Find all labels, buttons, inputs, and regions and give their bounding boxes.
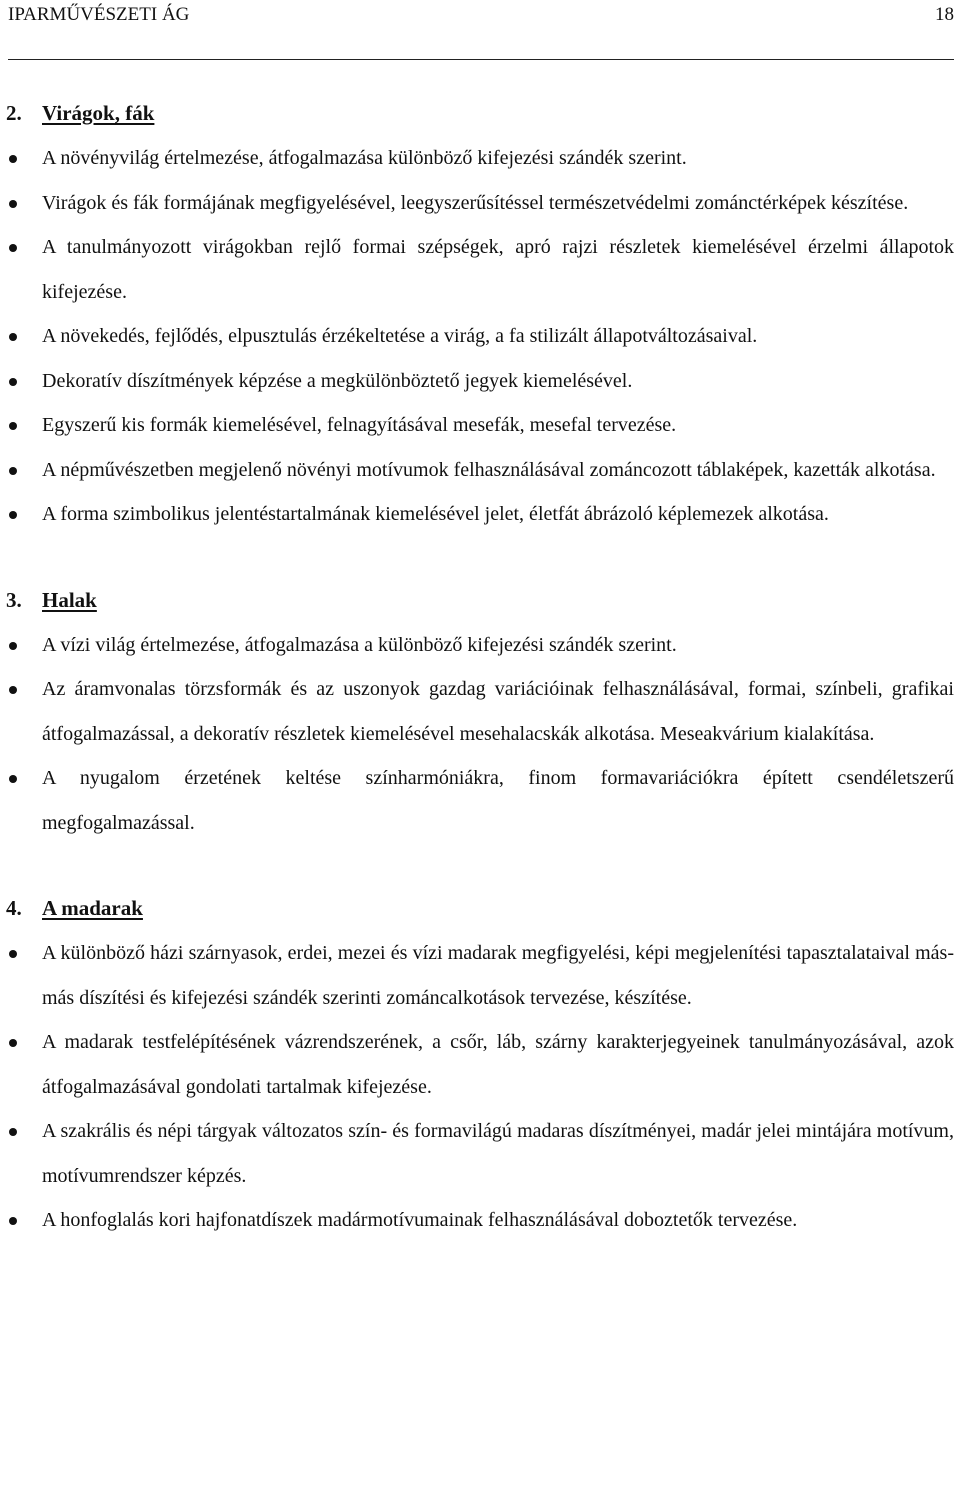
list-item [0,359,960,404]
list-item-text: Virágok és fák formájának megfigyelésével, leegyszerűsítéssel természetvédelmi zománctérképek készítése. [42,191,909,214]
bullet-icon [9,1039,17,1047]
list-item-text: A honfoglalás kori hajfonatdíszek madármotívumainak felhasználásával doboztetők tervezése. [42,1209,798,1231]
section-heading [0,885,960,931]
list-item-text: Dekoratív díszítmények képzése a megkülönböztető jegyek kiemelésével. [42,369,633,392]
bullet-icon [9,333,17,341]
list-item [0,667,960,756]
list-item [0,136,960,181]
section-halak [0,577,960,846]
section-title: Halak [42,587,97,612]
list-item [0,225,960,314]
list-item-text: A különböző házi szárnyasok, erdei, mezei és vízi madarak megfigyelési, képi megjelenítési tapasztalataival más-más díszítési és kifejezési szándék szerinti zománcalkotások tervezése, készítése. [42,942,954,1009]
list-item [0,403,960,448]
bullet-icon [9,467,17,475]
section-number: 4. [6,896,22,920]
bullet-icon [9,1128,17,1136]
section-heading [0,90,960,136]
list-item [0,1020,960,1109]
list-item-text: A madarak testfelépítésének vázrendszerének, a csőr, láb, szárny karakterjegyeinek tanulmányozásával, azok átfogalmazásával gondolati tartalmak kifejezése. [42,1031,954,1098]
list-item-text: A forma szimbolikus jelentéstartalmának kiemelésével jelet, életfát ábrázoló képlemezek alkotása. [42,503,829,525]
page-header [8,4,954,60]
bullet-icon [9,686,17,694]
section-title: A madarak [42,896,143,920]
list-item-text: A szakrális és népi tárgyak változatos szín- és formavilágú madaras díszítményei, madár jelei mintájára motívum, motívumrendszer képzés. [42,1120,954,1187]
bullet-list [0,136,960,537]
list-item [0,931,960,1020]
bullet-icon [9,155,17,163]
bullet-icon [9,200,17,208]
bullet-icon [9,378,17,386]
section-heading [0,577,960,623]
list-item-text: A vízi világ értelmezése, átfogalmazása a különböző kifejezési szándék szerint. [42,633,677,656]
list-item [0,492,960,537]
list-item-text: Az áramvonalas törzsformák és az uszonyok gazdag variációinak felhasználásával, formai, színbeli, grafikai átfogalmazással, a dekoratív részletek kiemelésével mesehalacskák alkotása. Meseakvárium kialakítása. [42,678,954,745]
bullet-icon [9,950,17,958]
bullet-icon [9,244,17,252]
list-item [0,181,960,226]
bullet-icon [9,422,17,430]
list-item [0,314,960,359]
bullet-icon [9,511,17,519]
list-item-text: Egyszerű kis formák kiemelésével, felnagyításával mesefák, mesefal tervezése. [42,414,677,436]
list-item [0,1198,960,1243]
list-item-text: A növényvilág értelmezése, átfogalmazása különböző kifejezési szándék szerint. [42,147,687,169]
list-item [0,1109,960,1198]
bullet-icon [9,642,17,650]
bullet-list [0,931,960,1243]
list-item [0,448,960,493]
page-number: 18 [935,4,954,25]
bullet-list [0,623,960,846]
section-number: 2. [6,101,22,125]
list-item-text: A nyugalom érzetének keltése színharmóniákra, finom formavariációkra épített csendéletszerű megfogalmazással. [42,767,954,834]
section-viragok-fak [0,90,960,537]
list-item [0,623,960,668]
section-title: Virágok, fák [42,101,155,125]
header-title: IPARMŰVÉSZETI ÁG [8,4,190,25]
section-madarak [0,885,960,1243]
section-number: 3. [6,587,22,612]
list-item [0,756,960,845]
bullet-icon [9,1217,17,1225]
list-item-text: A növekedés, fejlődés, elpusztulás érzékeltetése a virág, a fa stilizált állapotváltozásaival. [42,325,758,347]
list-item-text: A tanulmányozott virágokban rejlő formai szépségek, apró rajzi részletek kiemelésével érzelmi állapotok kifejezése. [42,236,954,303]
list-item-text: A népművészetben megjelenő növényi motívumok felhasználásával zománcozott táblaképek, kazetták alkotása. [42,458,936,481]
bullet-icon [9,775,17,783]
document-body [0,90,960,1243]
